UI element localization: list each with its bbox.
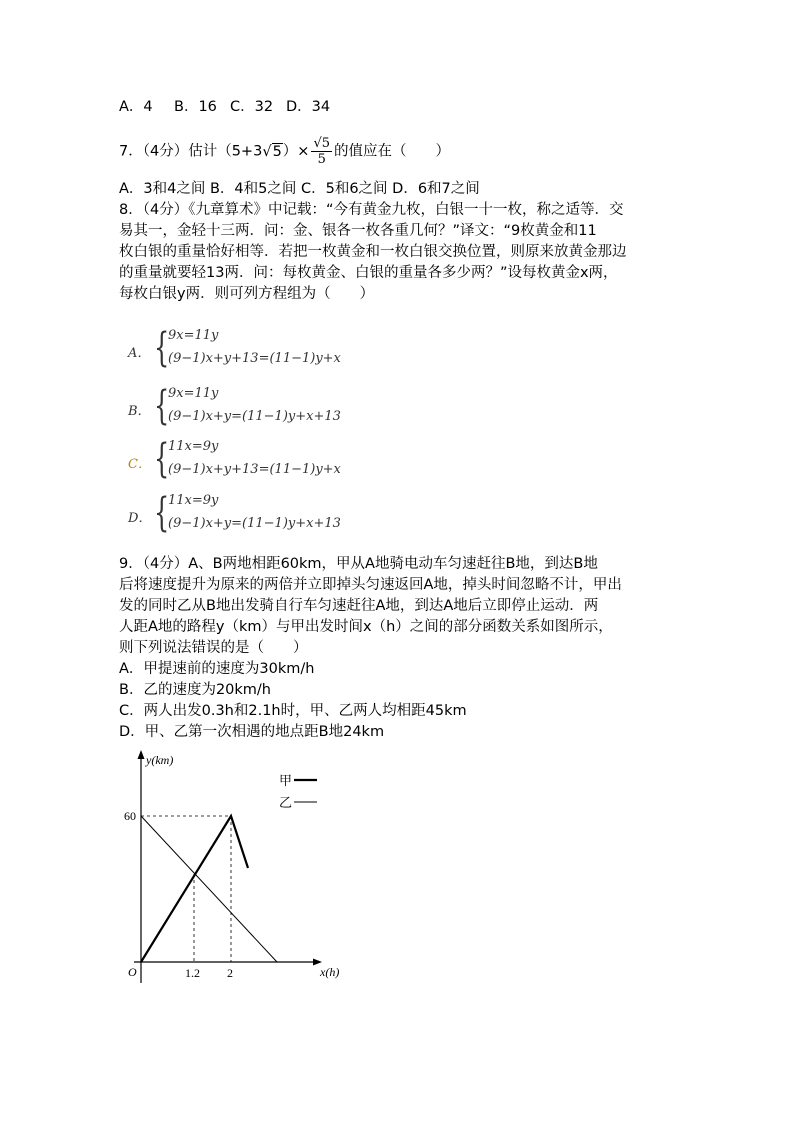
q8-option-a-eq1: 9x=11y	[168, 328, 219, 343]
q9-line-1: 9．（4分）A、B两地相距60km，甲从A地骑电动车匀速赶往B地，到达B地	[119, 556, 598, 572]
q7-sqrt-arg: 5	[272, 143, 282, 160]
x-axis-label: x(h)	[320, 965, 340, 979]
q8-option-a-label: A．	[128, 346, 151, 361]
q9-option-b[interactable]: B．乙的速度为20km/h	[119, 682, 271, 698]
legend-jia-label: 甲	[279, 774, 293, 789]
q6-options	[119, 97, 330, 117]
q9-line-5: 则下列说法错误的是（ ）	[119, 640, 308, 656]
q8-option-d-eq1: 11x=9y	[168, 493, 219, 508]
q7-options[interactable]: A．3和4之间 B．4和5之间 C．5和6之间 D．6和7之间	[119, 181, 480, 197]
brace-icon: {	[154, 436, 170, 482]
legend-yi-label: 乙	[279, 796, 293, 811]
q9-line-4: 人距A地的路程y（km）与甲出发时间x（h）之间的部分函数关系如图所示，	[119, 619, 613, 635]
brace-icon: {	[154, 383, 170, 429]
q9-line-3: 发的同时乙从B地出发骑自行车匀速赶往A地，到达A地后立即停止运动．两	[119, 598, 599, 614]
q8-line-1: 8．（4分）《九章算术》中记载：“今有黄金九枚，白银一十一枚，称之适等．交	[119, 202, 624, 218]
origin-label: O	[128, 965, 137, 979]
brace-icon: {	[154, 325, 170, 371]
q8-line-5: 每枚白银y两．则可列方程组为（ ）	[119, 286, 375, 302]
q6-option-a[interactable]: A．4	[119, 99, 153, 115]
q9-option-c[interactable]: C．两人出发0.3h和2.1h时，甲、乙两人均相距45km	[119, 703, 467, 719]
q9-line-2: 后将速度提升为原来的两倍并立即掉头匀速返回A地，掉头时间忽略不计，甲出	[119, 577, 622, 593]
q7-frac-den: 5	[317, 152, 326, 167]
q8-line-4: 的重量就要轻13两．问：每枚黄金、白银的重量各多少两？”设每枚黄金x两，	[119, 265, 618, 281]
series-yi-line	[141, 816, 277, 962]
q8-option-c-label: C．	[128, 457, 151, 472]
q7-suffix: 的值应在（ ）	[334, 143, 451, 160]
q8-option-b-eq1: 9x=11y	[168, 386, 219, 401]
q8-option-b-label: B．	[128, 404, 151, 419]
q7-fraction	[311, 136, 332, 167]
q8-line-3: 枚白银的重量恰好相等．若把一枚黄金和一枚白银交换位置，则原来放黄金那边	[119, 244, 627, 260]
sqrt-symbol: √5	[262, 143, 282, 160]
q6-option-b[interactable]: B．16	[174, 99, 217, 115]
q6-option-c[interactable]: C．32	[230, 99, 274, 115]
series-jia-line	[141, 816, 248, 962]
q9-function-graph	[110, 748, 350, 988]
y-axis-arrow-icon	[138, 750, 145, 759]
q9-option-a[interactable]: A．甲提速前的速度为30km/h	[119, 661, 315, 677]
q7-stem	[119, 136, 450, 167]
q8-option-b-eq2: (9−1)x+y=(11−1)y+x+13	[168, 409, 341, 424]
x-tick-2: 2	[227, 966, 233, 980]
q8-option-c-eq2: (9−1)x+y+13=(11−1)y+x	[168, 462, 341, 477]
y-tick-60: 60	[124, 809, 136, 823]
q8-option-d-label: D．	[128, 511, 152, 526]
q6-option-d[interactable]: D．34	[286, 99, 331, 115]
q8-option-c-eq1: 11x=9y	[168, 439, 219, 454]
q8-line-2: 易其一，金轻十三两．问：金、银各一枚各重几何？”译文：“9枚黄金和11	[119, 223, 597, 239]
q7-mid: ）×	[282, 143, 310, 160]
q7-frac-num: √5	[313, 136, 331, 151]
q9-option-d[interactable]: D．甲、乙第一次相遇的地点距B地24km	[119, 724, 385, 740]
x-tick-1-2: 1.2	[185, 966, 200, 980]
q7-prefix: 7．（4分）估计（5+3	[119, 143, 263, 160]
q8-option-a-eq2: (9−1)x+y+13=(11−1)y+x	[168, 351, 341, 366]
y-axis-label: y(km)	[146, 753, 174, 767]
q8-option-d-eq2: (9−1)x+y=(11−1)y+x+13	[168, 516, 341, 531]
brace-icon: {	[154, 490, 170, 536]
